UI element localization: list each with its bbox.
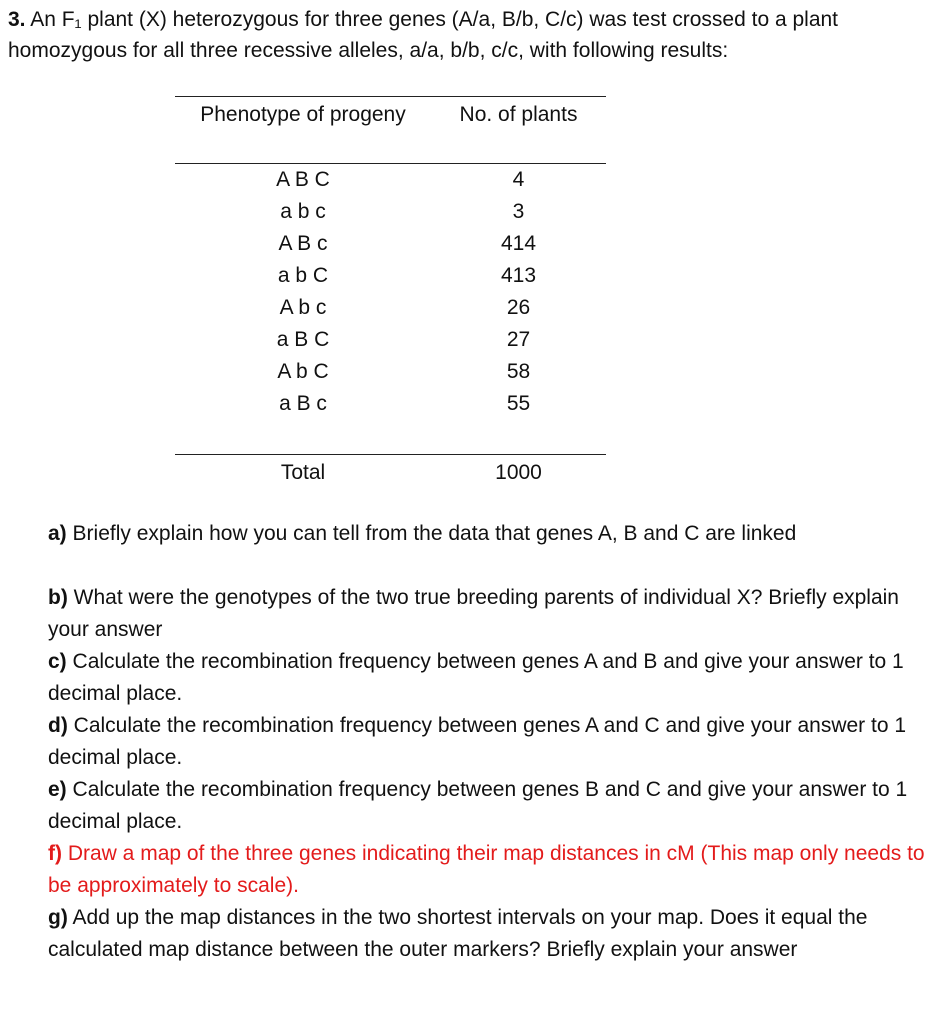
table-row: [175, 260, 606, 292]
question-e-label: e): [48, 778, 67, 801]
question-intro-text: An F₁ plant (X) heterozygous for three genes (A/a, B/b, C/c) was test crossed to a plant homozygous for all three recessive alleles, a/a, b/b, c/c, with following results:: [8, 8, 839, 62]
question-list: [48, 518, 928, 966]
total-label: Total: [280, 461, 326, 484]
phenotype-cell: a B C: [276, 328, 330, 351]
phenotype-cell: a B c: [279, 392, 327, 415]
question-d-text: Calculate the recombination frequency between genes A and C and give your answer to 1 decimal place.: [48, 714, 907, 769]
count-cell: 414: [500, 232, 537, 255]
question-d: [48, 710, 928, 774]
progeny-table: [175, 96, 606, 489]
question-intro: [8, 4, 933, 66]
count-cell: 26: [506, 296, 531, 319]
phenotype-cell: A b c: [279, 296, 327, 319]
question-f: [48, 838, 928, 902]
count-cell: 413: [500, 264, 537, 287]
count-header: No. of plants: [459, 103, 578, 126]
question-b-text: What were the genotypes of the two true breeding parents of individual X? Briefly explain your answer: [48, 586, 899, 641]
phenotype-cell: A b C: [277, 360, 329, 383]
question-e: [48, 774, 928, 838]
question-c: [48, 646, 928, 710]
question-number: 3.: [8, 8, 26, 31]
question-c-label: c): [48, 650, 67, 673]
table-total-row: [175, 455, 606, 490]
table-row: [175, 356, 606, 388]
question-g: [48, 902, 928, 966]
table-row: [175, 388, 606, 420]
count-cell: 27: [506, 328, 531, 351]
count-cell: 3: [512, 200, 525, 223]
count-cell: 4: [512, 168, 525, 191]
question-f-text: Draw a map of the three genes indicating their map distances in cM (This map only needs to be approximately to scale).: [48, 842, 925, 897]
question-a: [48, 518, 928, 550]
question-g-text: Add up the map distances in the two shortest intervals on your map. Does it equal the calculated map distance between the outer markers? Briefly explain your answer: [48, 906, 868, 961]
phenotype-cell: A B c: [278, 232, 328, 255]
question-c-text: Calculate the recombination frequency between genes A and B and give your answer to 1 decimal place.: [48, 650, 904, 705]
table-row: [175, 292, 606, 324]
question-b: [48, 582, 928, 646]
count-cell: 58: [506, 360, 531, 383]
table-spacer: [175, 420, 606, 455]
question-a-label: a): [48, 522, 67, 545]
table-row: [175, 228, 606, 260]
question-f-label: f): [48, 842, 62, 865]
question-g-label: g): [48, 906, 68, 929]
total-value: 1000: [495, 461, 542, 484]
phenotype-cell: a b c: [280, 200, 326, 223]
phenotype-cell: a b C: [277, 264, 329, 287]
table-row: [175, 196, 606, 228]
phenotype-cell: A B C: [276, 168, 330, 191]
question-b-label: b): [48, 586, 68, 609]
phenotype-header: Phenotype of progeny: [200, 103, 406, 126]
answer-space: [48, 550, 928, 582]
table-header-row: [175, 97, 606, 164]
count-cell: 55: [506, 392, 531, 415]
table-row: [175, 164, 606, 197]
table-row: [175, 324, 606, 356]
question-a-text: Briefly explain how you can tell from the data that genes A, B and C are linked: [72, 522, 797, 545]
question-e-text: Calculate the recombination frequency between genes B and C and give your answer to 1 decimal place.: [48, 778, 908, 833]
question-d-label: d): [48, 714, 68, 737]
